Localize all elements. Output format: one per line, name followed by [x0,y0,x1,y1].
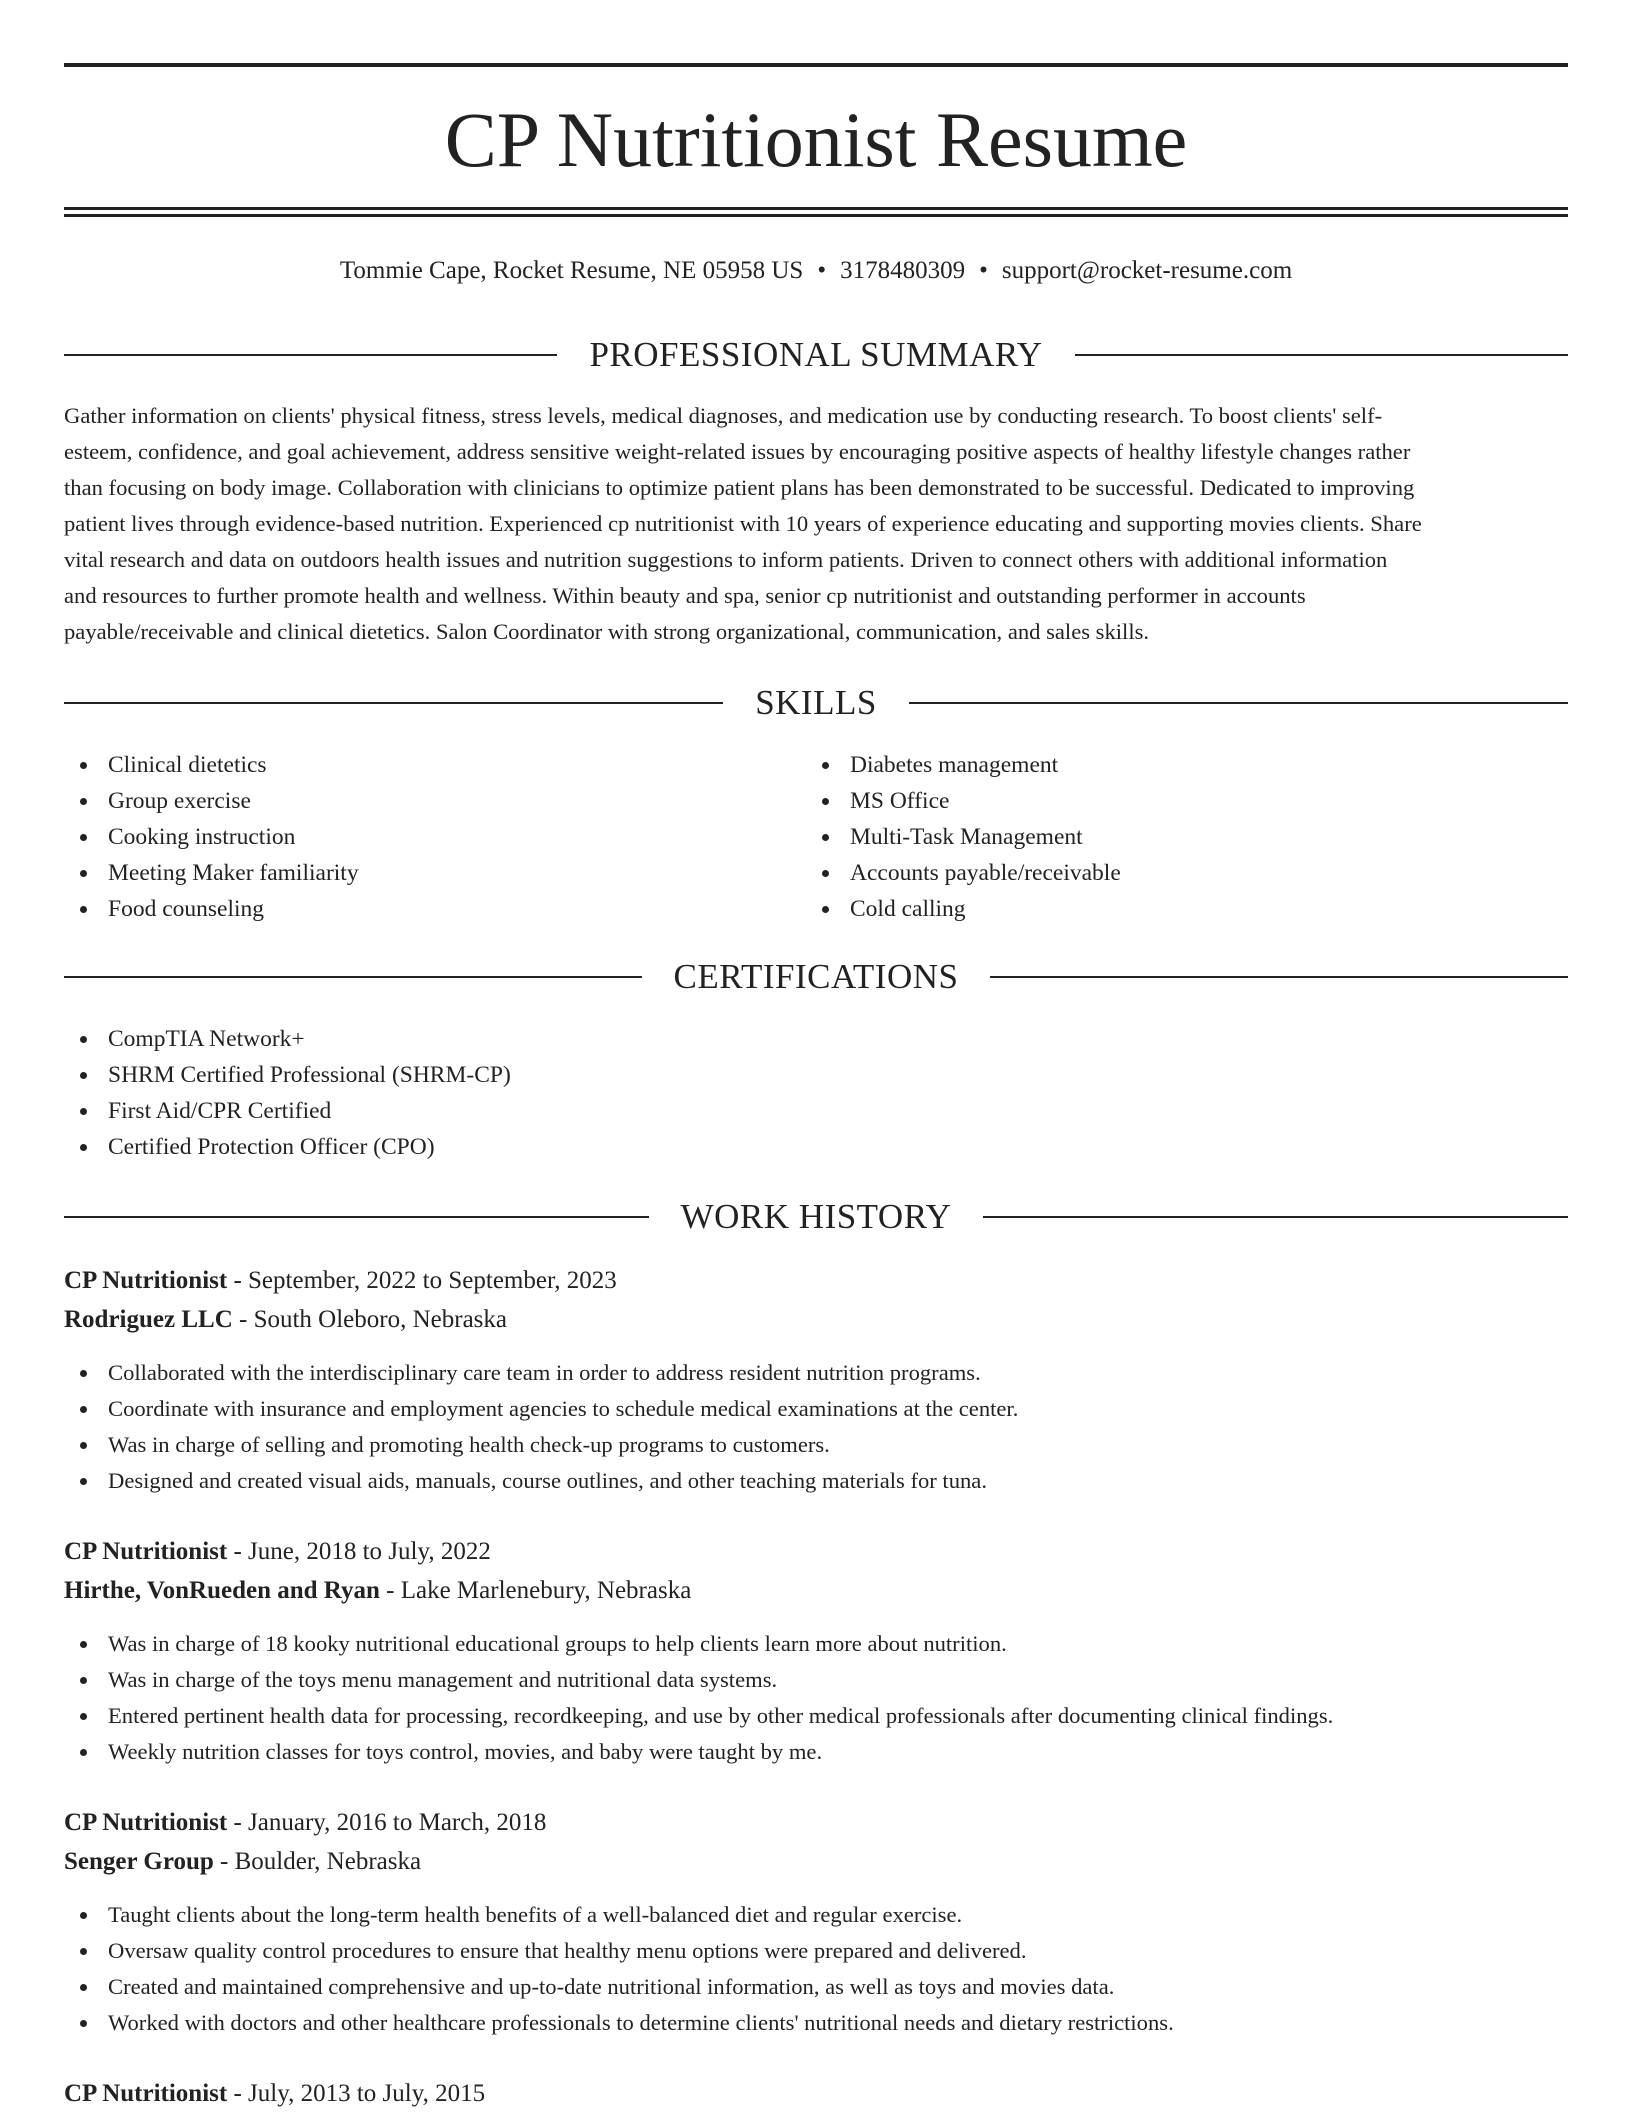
job-dates: - January, 2016 to March, 2018 [227,1809,547,1836]
job-dates: - June, 2018 to July, 2022 [227,1538,491,1565]
summary-line: than focusing on body image. Collaboration with clinicians to optimize patient plans has been demonstrated to be successful. Dedicated to improving [64,475,1415,500]
skill-item: Clinical dietetics [64,747,764,783]
job-role: CP Nutritionist [64,1538,228,1565]
skills-list-left [64,747,764,927]
job-duty: Designed and created visual aids, manuals, course outlines, and other teaching materials for tuna. [64,1463,1568,1499]
job-duty: Created and maintained comprehensive and up-to-date nutritional information, as well as toys and movies data. [64,1969,1568,2005]
skill-item: Cold calling [806,891,1506,927]
section-heading-skills [64,679,1568,727]
certification-item: Certified Protection Officer (CPO) [64,1129,1568,1165]
section-heading-work-history [64,1193,1568,1241]
summary-line: and resources to further promote health and wellness. Within beauty and spa, senior cp nutritionist and outstanding performer in accounts [64,583,1306,608]
heading-rule-left [64,1216,649,1218]
job-duty: Weekly nutrition classes for toys control, movies, and baby were taught by me. [64,1734,1568,1770]
job-title-line [64,1533,1568,1571]
contact-separator: • [979,257,988,284]
skills-list-right [806,747,1506,927]
heading-rule-left [64,702,723,704]
job-duties [64,1626,1568,1770]
job-company-line [64,1572,1568,1610]
job-company-line [64,1301,1568,1339]
job-location: - South Oleboro, Nebraska [232,1306,507,1333]
job-duty: Entered pertinent health data for processing, recordkeeping, and use by other medical professionals after documenting clinical findings. [64,1698,1568,1734]
job-location: - Lake Marlenebury, Nebraska [379,1577,692,1604]
contact-phone: 3178480309 [840,257,966,284]
title-double-rule [64,207,1568,217]
skill-item: MS Office [806,783,1506,819]
section-title: SKILLS [755,683,877,722]
section-title: PROFESSIONAL SUMMARY [589,335,1043,374]
job-company: Rodriguez LLC [64,1306,233,1333]
heading-rule-right [990,976,1568,978]
contact-email: support@rocket-resume.com [1001,257,1293,284]
job-entry [64,2075,1568,2113]
resume-title: CP Nutritionist Resume [444,96,1188,183]
job-dates: - July, 2013 to July, 2015 [227,2080,486,2107]
job-duty: Worked with doctors and other healthcare professionals to determine clients' nutritional needs and dietary restrictions. [64,2005,1568,2041]
summary-line: patient lives through evidence-based nutrition. Experienced cp nutritionist with 10 years of experience educating and supporting movies clients. Share [64,511,1422,536]
skill-item: Food counseling [64,891,764,927]
heading-rule-left [64,354,557,356]
job-role: CP Nutritionist [64,1267,228,1294]
job-company-line [64,1843,1568,1881]
skill-item: Multi-Task Management [806,819,1506,855]
section-heading-summary [64,331,1568,379]
professional-summary [64,398,1568,650]
summary-line: Gather information on clients' physical fitness, stress levels, medical diagnoses, and medication use by conducting research. To boost clients' self- [64,403,1383,428]
job-entry [64,1262,1568,1499]
heading-rule-right [983,1216,1568,1218]
certification-item: First Aid/CPR Certified [64,1093,1568,1129]
job-duties [64,1355,1568,1499]
job-duty: Oversaw quality control procedures to ensure that healthy menu options were prepared and delivered. [64,1933,1568,1969]
job-location: - Boulder, Nebraska [213,1848,422,1875]
contact-line [64,252,1568,290]
job-dates: - September, 2022 to September, 2023 [227,1267,617,1294]
certification-item: CompTIA Network+ [64,1021,1568,1057]
job-duty: Was in charge of the toys menu management and nutritional data systems. [64,1662,1568,1698]
section-heading-certifications [64,953,1568,1001]
job-duty: Was in charge of selling and promoting health check-up programs to customers. [64,1427,1568,1463]
heading-rule-right [909,702,1568,704]
heading-rule-right [1075,354,1568,356]
job-duty: Was in charge of 18 kooky nutritional educational groups to help clients learn more about nutrition. [64,1626,1568,1662]
summary-line: payable/receivable and clinical dietetics. Salon Coordinator with strong organizational, communication, and sales skills. [64,619,1150,644]
job-duty: Coordinate with insurance and employment agencies to schedule medical examinations at the center. [64,1391,1568,1427]
skill-item: Group exercise [64,783,764,819]
job-duties [64,1897,1568,2041]
skill-item: Cooking instruction [64,819,764,855]
section-title: CERTIFICATIONS [673,957,959,996]
job-company: Senger Group [64,1848,214,1875]
certifications-list [64,1021,1568,1165]
job-role: CP Nutritionist [64,1809,228,1836]
skill-item: Diabetes management [806,747,1506,783]
contact-separator: • [817,257,827,284]
job-role: CP Nutritionist [64,2080,228,2107]
job-entry [64,1533,1568,1770]
job-entry [64,1804,1568,2041]
job-title-line [64,1804,1568,1842]
section-title: WORK HISTORY [680,1197,952,1236]
certification-item: SHRM Certified Professional (SHRM-CP) [64,1057,1568,1093]
job-company: Hirthe, VonRueden and Ryan [64,1577,380,1604]
summary-line: esteem, confidence, and goal achievement, address sensitive weight-related issues by encouraging positive aspects of healthy lifestyle changes rather [64,439,1411,464]
job-duty: Collaborated with the interdisciplinary care team in order to address resident nutrition programs. [64,1355,1568,1391]
contact-address: Tommie Cape, Rocket Resume, NE 05958 US [339,257,804,284]
job-title-line [64,1262,1568,1300]
skill-item: Meeting Maker familiarity [64,855,764,891]
heading-rule-left [64,976,642,978]
job-title-line [64,2075,1568,2113]
summary-line: vital research and data on outdoors health issues and nutrition suggestions to inform patients. Driven to connect others with additional information [64,547,1388,572]
job-duty: Taught clients about the long-term health benefits of a well-balanced diet and regular exercise. [64,1897,1568,1933]
top-rule [64,63,1568,67]
skill-item: Accounts payable/receivable [806,855,1506,891]
